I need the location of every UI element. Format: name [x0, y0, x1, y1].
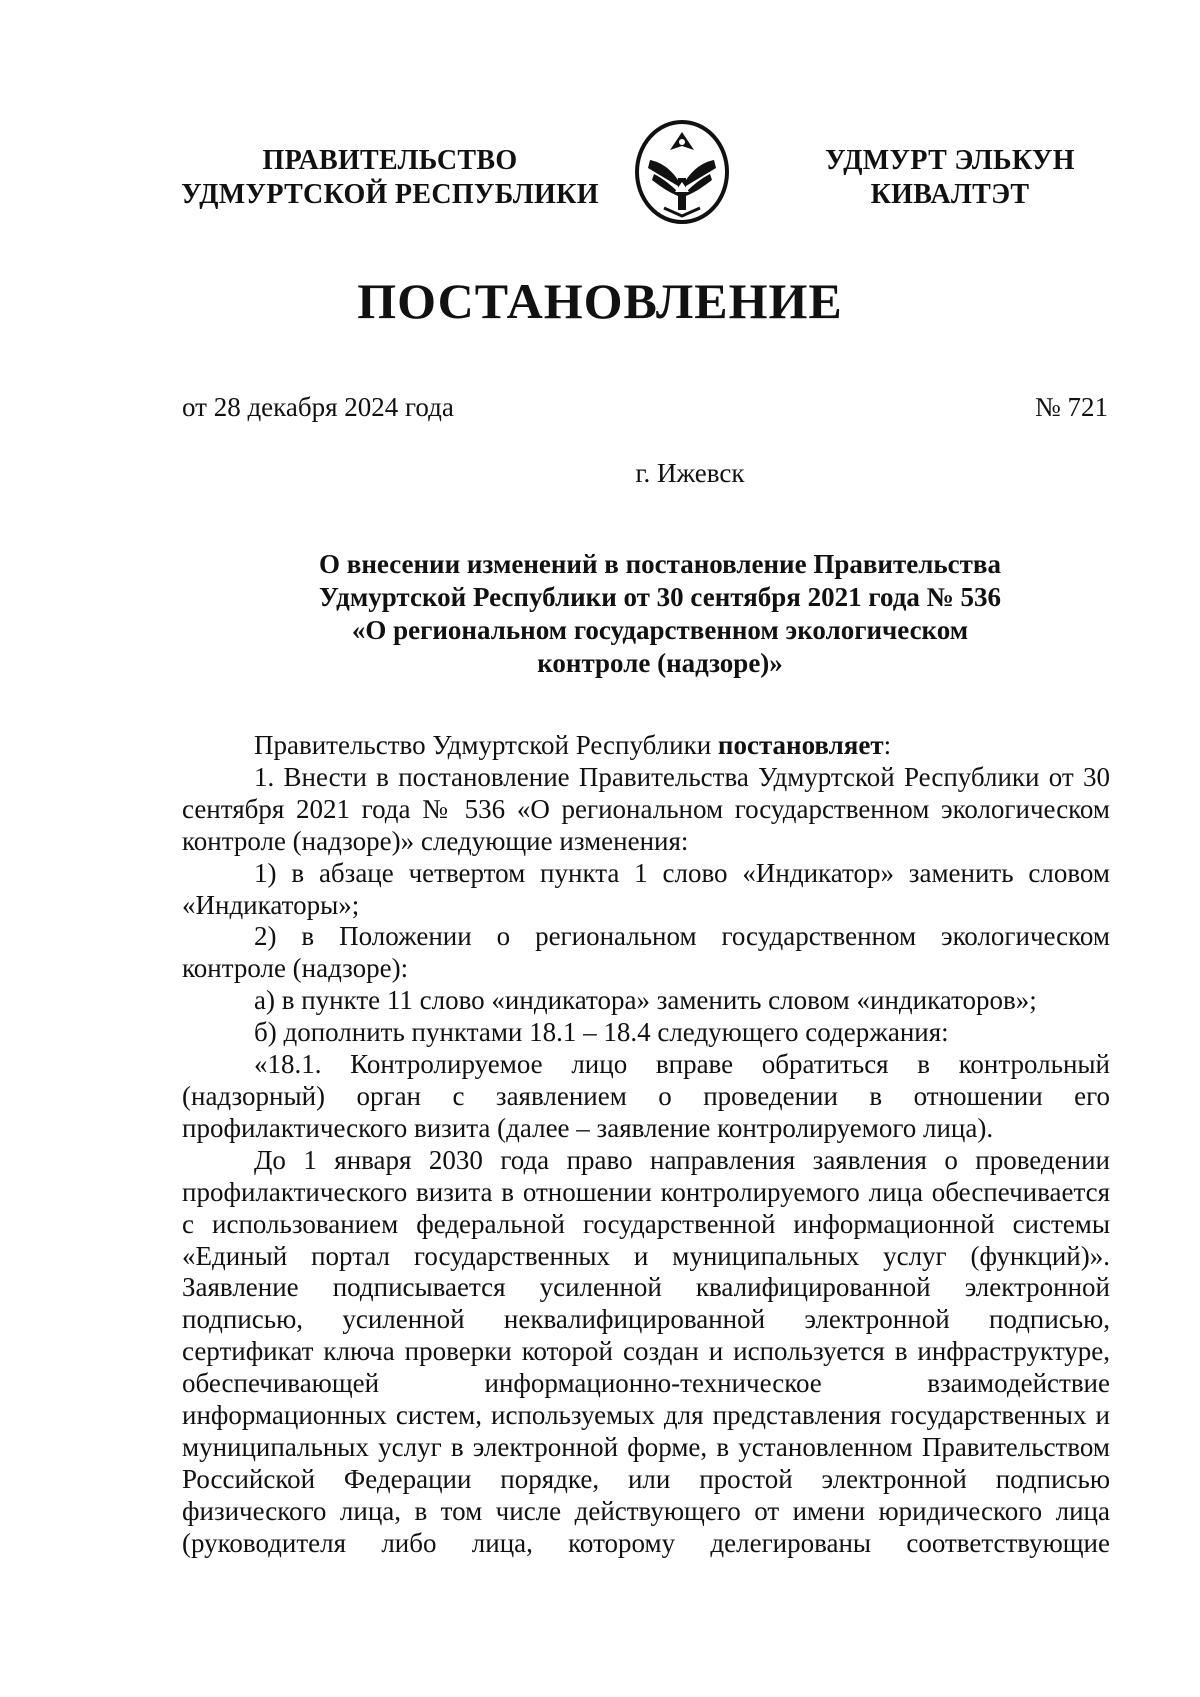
item-1-paragraph: 1. Внести в постановление Правительства Удмуртской Республики от 30 сентября 2021 года № 536 «О региональном государственном экологическом контроле (надзоре)» следующие изменения:	[182, 761, 1110, 856]
document-body	[182, 730, 1110, 1560]
preamble-tail: :	[883, 730, 892, 760]
title-line-2: Удмуртской Республики от 30 сентября 2021 года № 536	[318, 582, 1002, 612]
header-right-line-1: УДМУРТ ЭЛЬКУН	[825, 145, 1075, 176]
preamble-text: Правительство Удмуртской Республики	[254, 730, 718, 760]
item-1-2a-paragraph: а) в пункте 11 слово «индикатора» заменить словом «индикаторов»;	[254, 985, 1037, 1016]
preamble-bold-verb: постановляет	[717, 730, 884, 760]
header-right-line-2: КИВАЛТЭТ	[870, 179, 1030, 210]
header-left-line-1: ПРАВИТЕЛЬСТВО	[262, 145, 518, 176]
preamble-paragraph	[182, 730, 1110, 762]
item-1-2b-paragraph: б) дополнить пунктами 18.1 – 18.4 следующего содержания:	[254, 1017, 949, 1048]
document-type-heading: ПОСТАНОВЛЕНИЕ	[357, 273, 843, 329]
document-city: г. Ижевск	[635, 458, 745, 488]
title-line-1: О внесении изменений в постановление Правительства	[319, 549, 1001, 579]
government-name-udmurt	[800, 144, 1100, 212]
government-name-russian	[170, 144, 610, 212]
header-left-line-2: УДМУРТСКОЙ РЕСПУБЛИКИ	[181, 179, 599, 210]
document-title	[280, 548, 1040, 680]
coat-of-arms-udmurtia-icon	[634, 120, 730, 224]
paragraph-18-1: «18.1. Контролируемое лицо вправе обратиться в контрольный (надзорный) орган с заявлением о проведении в отношении его профилактического визита (далее – заявление контролируемого лица).	[182, 1049, 1110, 1143]
paragraph-18-1-continued: До 1 января 2030 года право направления заявления о проведении профилактического визита в отношении контролируемого лица обеспечивается с использованием федеральной государственной информационной системы «Единый портал государственных и муниципальных услуг (функций)». Заявление подписывается усиленной квалифицированной электронной подписью, усиленной неквалифицированной электронной подписью, сертификат ключа проверки которой создан и используется в инфраструктуре, обеспечивающей информационно-техническое взаимодействие информационных систем, используемых для представления государственных и муниципальных услуг в электронной форме, в установленном Правительством Российской Федерации порядке, или простой электронной подписью физического лица, в том числе действующего от имени юридического лица (руководителя либо лица, которому делегированы соответствующие	[182, 1144, 1110, 1558]
item-1-2-paragraph: 2) в Положении о региональном государственном экологическом контроле (надзоре):	[182, 921, 1110, 984]
document-date: от 28 декабря 2024 года	[182, 392, 454, 422]
document-number: № 721	[1034, 392, 1108, 422]
title-line-3: «О региональном государственном экологическом	[351, 615, 969, 645]
item-1-1-paragraph: 1) в абзаце четвертом пункта 1 слово «Индикатор» заменить словом «Индикаторы»;	[182, 857, 1110, 920]
title-line-4: контроле (надзоре)»	[537, 648, 783, 678]
